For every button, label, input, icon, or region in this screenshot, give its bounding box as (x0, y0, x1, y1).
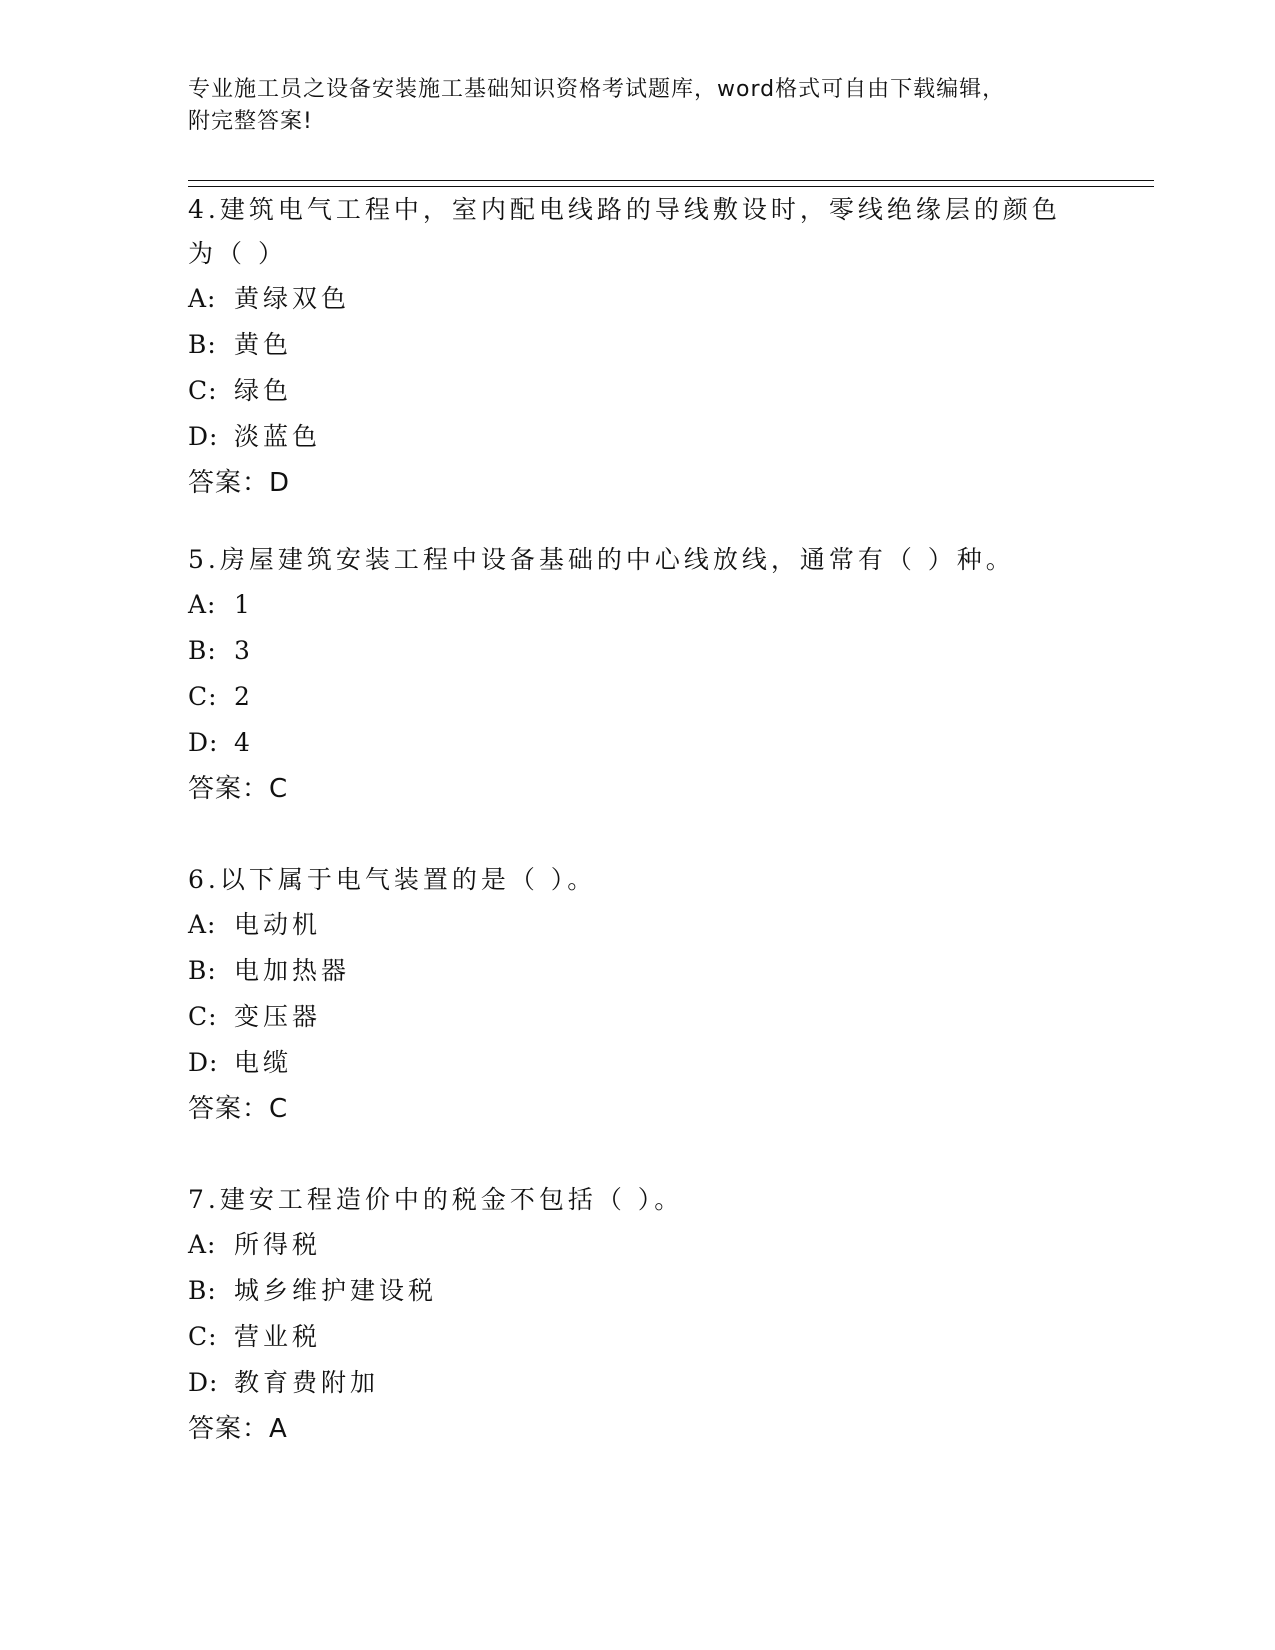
option-b (188, 1268, 1068, 1314)
header-line-2: 附完整答案! (188, 109, 313, 134)
option-c (188, 368, 1068, 414)
question-7 (188, 1178, 1068, 1452)
option-text: 营业税 (234, 1322, 322, 1351)
question-6 (188, 858, 1068, 1132)
option-a (188, 902, 1068, 948)
option-text: 电动机 (234, 910, 322, 939)
option-text: 电缆 (234, 1048, 293, 1077)
option-text: 黄绿双色 (234, 284, 351, 313)
question-stem: 4.建筑电气工程中，室内配电线路的导线敷设时，零线绝缘层的颜色为（ ） (188, 195, 1061, 268)
option-key: B: (188, 330, 217, 359)
answer-line: 答案：C (188, 1094, 289, 1124)
option-text: 所得税 (234, 1230, 322, 1259)
option-text: 变压器 (234, 1002, 322, 1031)
option-text: 淡蓝色 (234, 422, 322, 451)
header-divider-bottom (188, 186, 1154, 187)
question-stem: 5.房屋建筑安装工程中设备基础的中心线放线，通常有（ ）种。 (188, 545, 1015, 574)
option-list (188, 1222, 1068, 1406)
option-key: B: (188, 956, 217, 985)
header-divider-top (188, 180, 1154, 181)
option-key: C: (188, 376, 218, 405)
option-key: A: (188, 1230, 217, 1259)
option-a (188, 276, 1068, 322)
question-5 (188, 538, 1068, 812)
option-text: 2 (234, 682, 254, 711)
option-b (188, 948, 1068, 994)
option-text: 电加热器 (234, 956, 351, 985)
option-c (188, 1314, 1068, 1360)
option-d (188, 1040, 1068, 1086)
option-d (188, 720, 1068, 766)
option-key: B: (188, 636, 217, 665)
option-text: 绿色 (234, 376, 293, 405)
option-c (188, 994, 1068, 1040)
option-a (188, 1222, 1068, 1268)
document-header (188, 74, 1068, 138)
answer-line: 答案：C (188, 774, 289, 804)
option-b (188, 322, 1068, 368)
question-stem: 7.建安工程造价中的税金不包括（ ）。 (188, 1185, 684, 1214)
option-text: 1 (234, 590, 254, 619)
option-d (188, 414, 1068, 460)
option-list (188, 902, 1068, 1086)
option-key: D: (188, 728, 219, 757)
question-stem: 6.以下属于电气装置的是（ ）。 (188, 865, 597, 894)
question-4 (188, 188, 1068, 506)
option-list (188, 276, 1068, 460)
option-a (188, 582, 1068, 628)
answer-line: 答案：A (188, 1414, 288, 1444)
option-key: B: (188, 1276, 217, 1305)
answer-line: 答案：D (188, 468, 291, 498)
option-text: 4 (234, 728, 254, 757)
option-d (188, 1360, 1068, 1406)
option-key: C: (188, 682, 218, 711)
option-key: D: (188, 1048, 219, 1077)
option-key: A: (188, 590, 217, 619)
option-b (188, 628, 1068, 674)
option-text: 城乡维护建设税 (234, 1276, 438, 1305)
option-key: C: (188, 1322, 218, 1351)
option-key: A: (188, 284, 217, 313)
option-c (188, 674, 1068, 720)
option-text: 教育费附加 (234, 1368, 380, 1397)
option-key: A: (188, 910, 217, 939)
option-text: 黄色 (234, 330, 293, 359)
header-line-1: 专业施工员之设备安装施工基础知识资格考试题库，word格式可自由下载编辑， (188, 77, 1006, 102)
option-list (188, 582, 1068, 766)
option-key: D: (188, 1368, 219, 1397)
option-key: D: (188, 422, 219, 451)
option-key: C: (188, 1002, 218, 1031)
option-text: 3 (234, 636, 254, 665)
